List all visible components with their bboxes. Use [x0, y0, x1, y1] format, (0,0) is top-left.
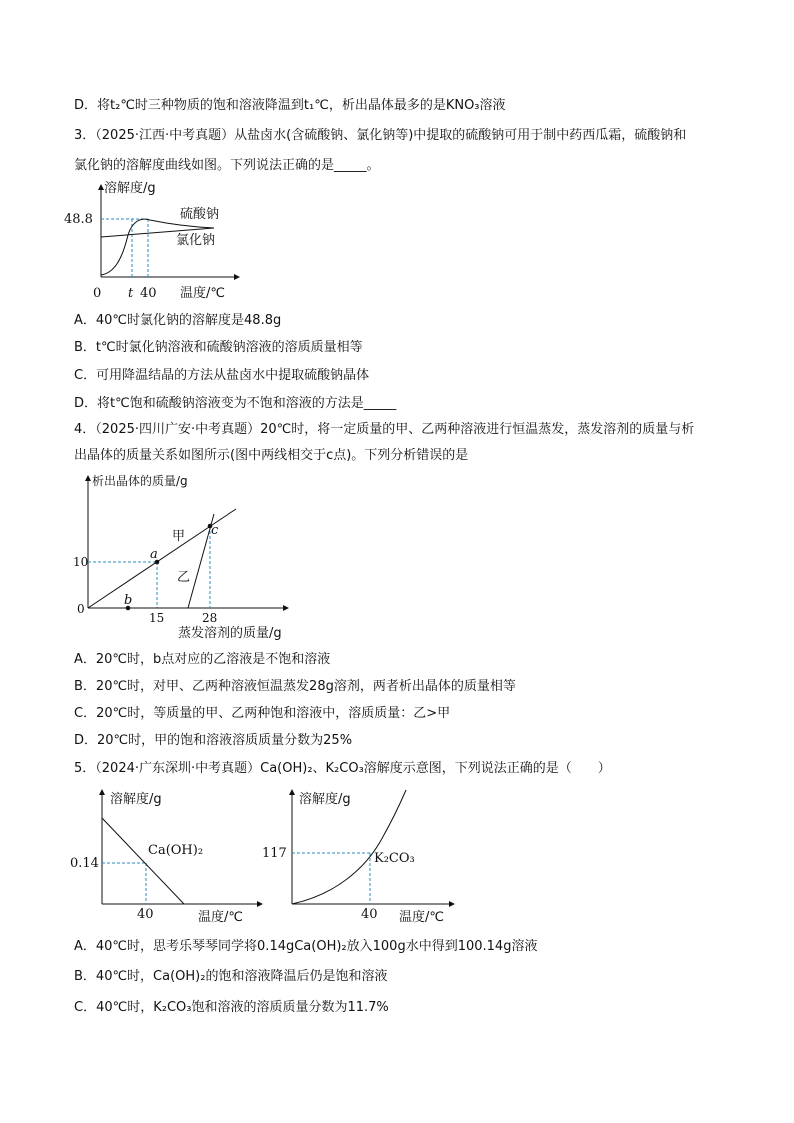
- solubility-chart-na2so4-nacl: [64, 180, 244, 305]
- question-3-stem-2: 氯化钠的溶解度曲线如图。下列说法正确的是_____。: [74, 158, 380, 173]
- x-tick-40: 40: [137, 907, 154, 922]
- label-b: b: [124, 593, 133, 608]
- x-tick-40: 40: [140, 286, 157, 301]
- x-axis-label: 温度/℃: [399, 910, 444, 925]
- question-3-option-a: A．40℃时氯化钠的溶解度是48.8g: [74, 313, 282, 328]
- question-4-option-b: B．20℃时，对甲、乙两种溶液恒温蒸发28g溶剂，两者析出晶体的质量相等: [74, 679, 516, 694]
- x-axis-label: 蒸发溶剂的质量/g: [178, 626, 282, 641]
- question-3-stem-1: 3．（2025·江西·中考真题）从盐卤水(含硫酸钠、氯化钠等)中提取的硫酸钠可用于制中药西瓜霜，硫酸钠和: [74, 128, 687, 143]
- y-tick-48-8: 48.8: [64, 212, 93, 227]
- question-3-option-d: D．将t℃饱和硫酸钠溶液变为不饱和溶液的方法是_____: [74, 396, 397, 411]
- question-5-option-c: C．40℃时，K₂CO₃饱和溶液的溶质质量分数为11.7%: [74, 1000, 389, 1015]
- series-label-k2co3: K₂CO₃: [374, 851, 415, 866]
- origin-label: 0: [93, 286, 102, 301]
- series-label-na2so4: 硫酸钠: [180, 207, 220, 222]
- x-axis-label: 温度/℃: [180, 286, 225, 301]
- series-label-nacl: 氯化钠: [176, 233, 216, 248]
- x-tick-40: 40: [361, 907, 378, 922]
- question-5-stem: 5．（2024·广东深圳·中考真题）Ca(OH)₂、K₂CO₃溶解度示意图，下列说法正确的是（ ）: [74, 761, 611, 776]
- crystal-mass-chart: [70, 472, 300, 642]
- x-tick-28: 28: [202, 611, 218, 625]
- series-label-jia: 甲: [172, 529, 186, 544]
- question-4-option-c: C．20℃时，等质量的甲、乙两种饱和溶液中，溶质质量：乙>甲: [74, 706, 451, 721]
- question-2-option-d: D．将t₂℃时三种物质的饱和溶液降温到t₁℃，析出晶体最多的是KNO₃溶液: [74, 98, 506, 113]
- label-c: c: [211, 523, 219, 538]
- question-3-option-c: C．可用降温结晶的方法从盐卤水中提取硫酸钠晶体: [74, 368, 370, 383]
- x-tick-15: 15: [149, 611, 165, 625]
- solubility-chart-caoh2: [66, 784, 266, 929]
- question-4-option-a: A．20℃时，b点对应的乙溶液是不饱和溶液: [74, 652, 331, 667]
- series-label-yi: 乙: [177, 570, 191, 585]
- question-4-stem-1: 4．（2025·四川广安·中考真题）20℃时，将一定质量的甲、乙两种溶液进行恒温蒸发，蒸发溶剂的质量与析: [74, 422, 695, 437]
- y-axis-label: 溶解度/g: [299, 792, 351, 807]
- x-axis-label: 温度/℃: [198, 910, 243, 925]
- series-k2co3: [292, 790, 406, 904]
- x-tick-t: t: [128, 286, 134, 301]
- origin-label: 0: [77, 602, 85, 616]
- series-label-caoh2: Ca(OH)₂: [148, 843, 204, 858]
- solubility-chart-k2co3: [258, 784, 458, 929]
- question-5-option-a: A．40℃时，思考乐琴琴同学将0.14gCa(OH)₂放入100g水中得到100.14g溶液: [74, 939, 538, 954]
- question-5-option-b: B．40℃时，Ca(OH)₂的饱和溶液降温后仍是饱和溶液: [74, 969, 388, 984]
- y-tick-0-14: 0.14: [70, 856, 99, 871]
- question-4-stem-2: 出晶体的质量关系如图所示(图中两线相交于c点)。下列分析错误的是: [74, 448, 469, 463]
- y-tick-117: 117: [262, 846, 287, 861]
- question-4-option-d: D．20℃时，甲的饱和溶液溶质质量分数为25%: [74, 733, 353, 748]
- series-caoh2: [102, 818, 184, 904]
- y-axis-label: 溶解度/g: [104, 181, 156, 196]
- y-tick-10: 10: [73, 555, 89, 569]
- y-axis-label: 析出晶体的质量/g: [92, 474, 188, 488]
- question-3-option-b: B．t℃时氯化钠溶液和硫酸钠溶液的溶质质量相等: [74, 340, 363, 355]
- y-axis-label: 溶解度/g: [110, 792, 162, 807]
- label-a: a: [150, 547, 158, 562]
